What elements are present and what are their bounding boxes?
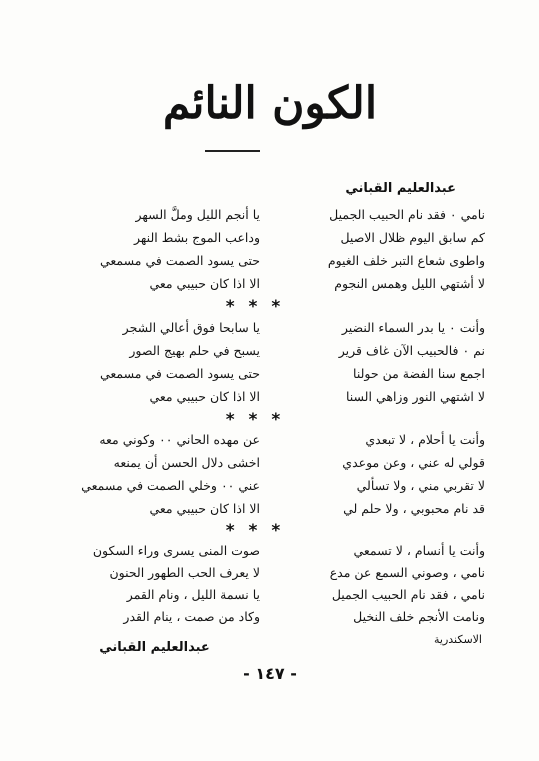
stanza-separator: * * * [225,297,285,317]
verse-first-hemistich: قد نام محبوبي ، ولا حلم لي [343,501,485,516]
verse-line [55,276,485,296]
poem-author: عبدالعليم القباني [345,181,456,196]
verse-first-hemistich: قولي له عني ، وعن موعدي [342,455,485,470]
verse-line [55,478,485,498]
verse-line [55,587,485,607]
verse-first-hemistich: نامي ، وصوني السمع عن مدع [329,565,485,580]
verse-line [55,609,485,629]
verse-second-hemistich: عني ٠٠ وخلي الصمت في مسمعي [81,478,260,493]
verse-line [55,207,485,227]
verse-second-hemistich: الا اذا كان حبيبي معي [149,389,260,404]
verse-second-hemistich: حتى يسود الصمت في مسمعي [99,253,260,268]
page-number: - ١٤٧ - [243,664,297,683]
verse-line [55,230,485,250]
verse-first-hemistich: وأنت يا أنسام ، لا تسمعي [353,543,485,558]
verse-second-hemistich: الا اذا كان حبيبي معي [149,276,260,291]
verse-second-hemistich: عن مهده الحاني ٠٠ وكوني معه [99,432,260,447]
verse-second-hemistich: لا يعرف الحب الطهور الحنون [109,565,260,580]
verse-first-hemistich: كم سابق اليوم ظلال الاصيل [340,230,485,245]
verse-line [55,366,485,386]
verse-second-hemistich: حتى يسود الصمت في مسمعي [99,366,260,381]
stanza-separator: * * * [225,410,285,430]
verse-line [55,455,485,475]
verse-first-hemistich: نم ٠ فالحبيب الآن غاف قرير [338,343,485,358]
verse-second-hemistich: الا اذا كان حبيبي معي [149,501,260,516]
verse-first-hemistich: وأنت ٠ يا بدر السماء النضير [341,320,485,335]
verse-second-hemistich: وكاد من صمت ، ينام القدر [123,609,260,624]
verse-line [55,389,485,409]
verse-second-hemistich: يا نسمة الليل ، ونام القمر [126,587,260,602]
verse-line [55,253,485,273]
verse-first-hemistich: لا أشتهي الليل وهمس النجوم [334,276,485,291]
stanza-separator: * * * [225,521,285,541]
verse-first-hemistich: نامي ٠ فقد نام الحبيب الجميل [329,207,485,222]
verse-line [55,543,485,563]
verse-first-hemistich: واطوى شعاع التبر خلف الغيوم [327,253,485,268]
verse-second-hemistich: وداعب الموج بشط النهر [134,230,260,245]
verse-line [55,501,485,521]
verse-line [55,432,485,452]
verse-second-hemistich: صوت المنى يسرى وراء السكون [92,543,260,558]
verse-first-hemistich: ونامت الأنجم خلف النخيل [353,609,485,624]
verse-first-hemistich: اجمع سنا الفضة من حولنا [353,366,485,381]
verse-second-hemistich: اخشى دلال الحسن أن يمنعه [113,455,260,470]
place-name: الاسكندرية [434,633,482,646]
verse-first-hemistich: وأنت يا أحلام ، لا تبعدي [365,432,485,447]
verse-first-hemistich: نامي ، فقد نام الحبيب الجميل [331,587,485,602]
verse-line [55,320,485,340]
verse-second-hemistich: يا أنجم الليل وملَّ السهر [135,207,260,222]
verse-second-hemistich: يسبح في حلم بهيج الصور [129,343,260,358]
verse-first-hemistich: لا اشتهي النور وزاهي السنا [345,389,485,404]
verse-second-hemistich: يا سابحا فوق أعالي الشجر [122,320,260,335]
verse-line [55,565,485,585]
signature: عبدالعليم القباني [99,640,210,655]
verse-line [55,343,485,363]
title-underline [205,150,260,152]
poem-title: الكون النائم [162,78,378,129]
verse-first-hemistich: لا تقربي مني ، ولا تسألي [356,478,485,493]
